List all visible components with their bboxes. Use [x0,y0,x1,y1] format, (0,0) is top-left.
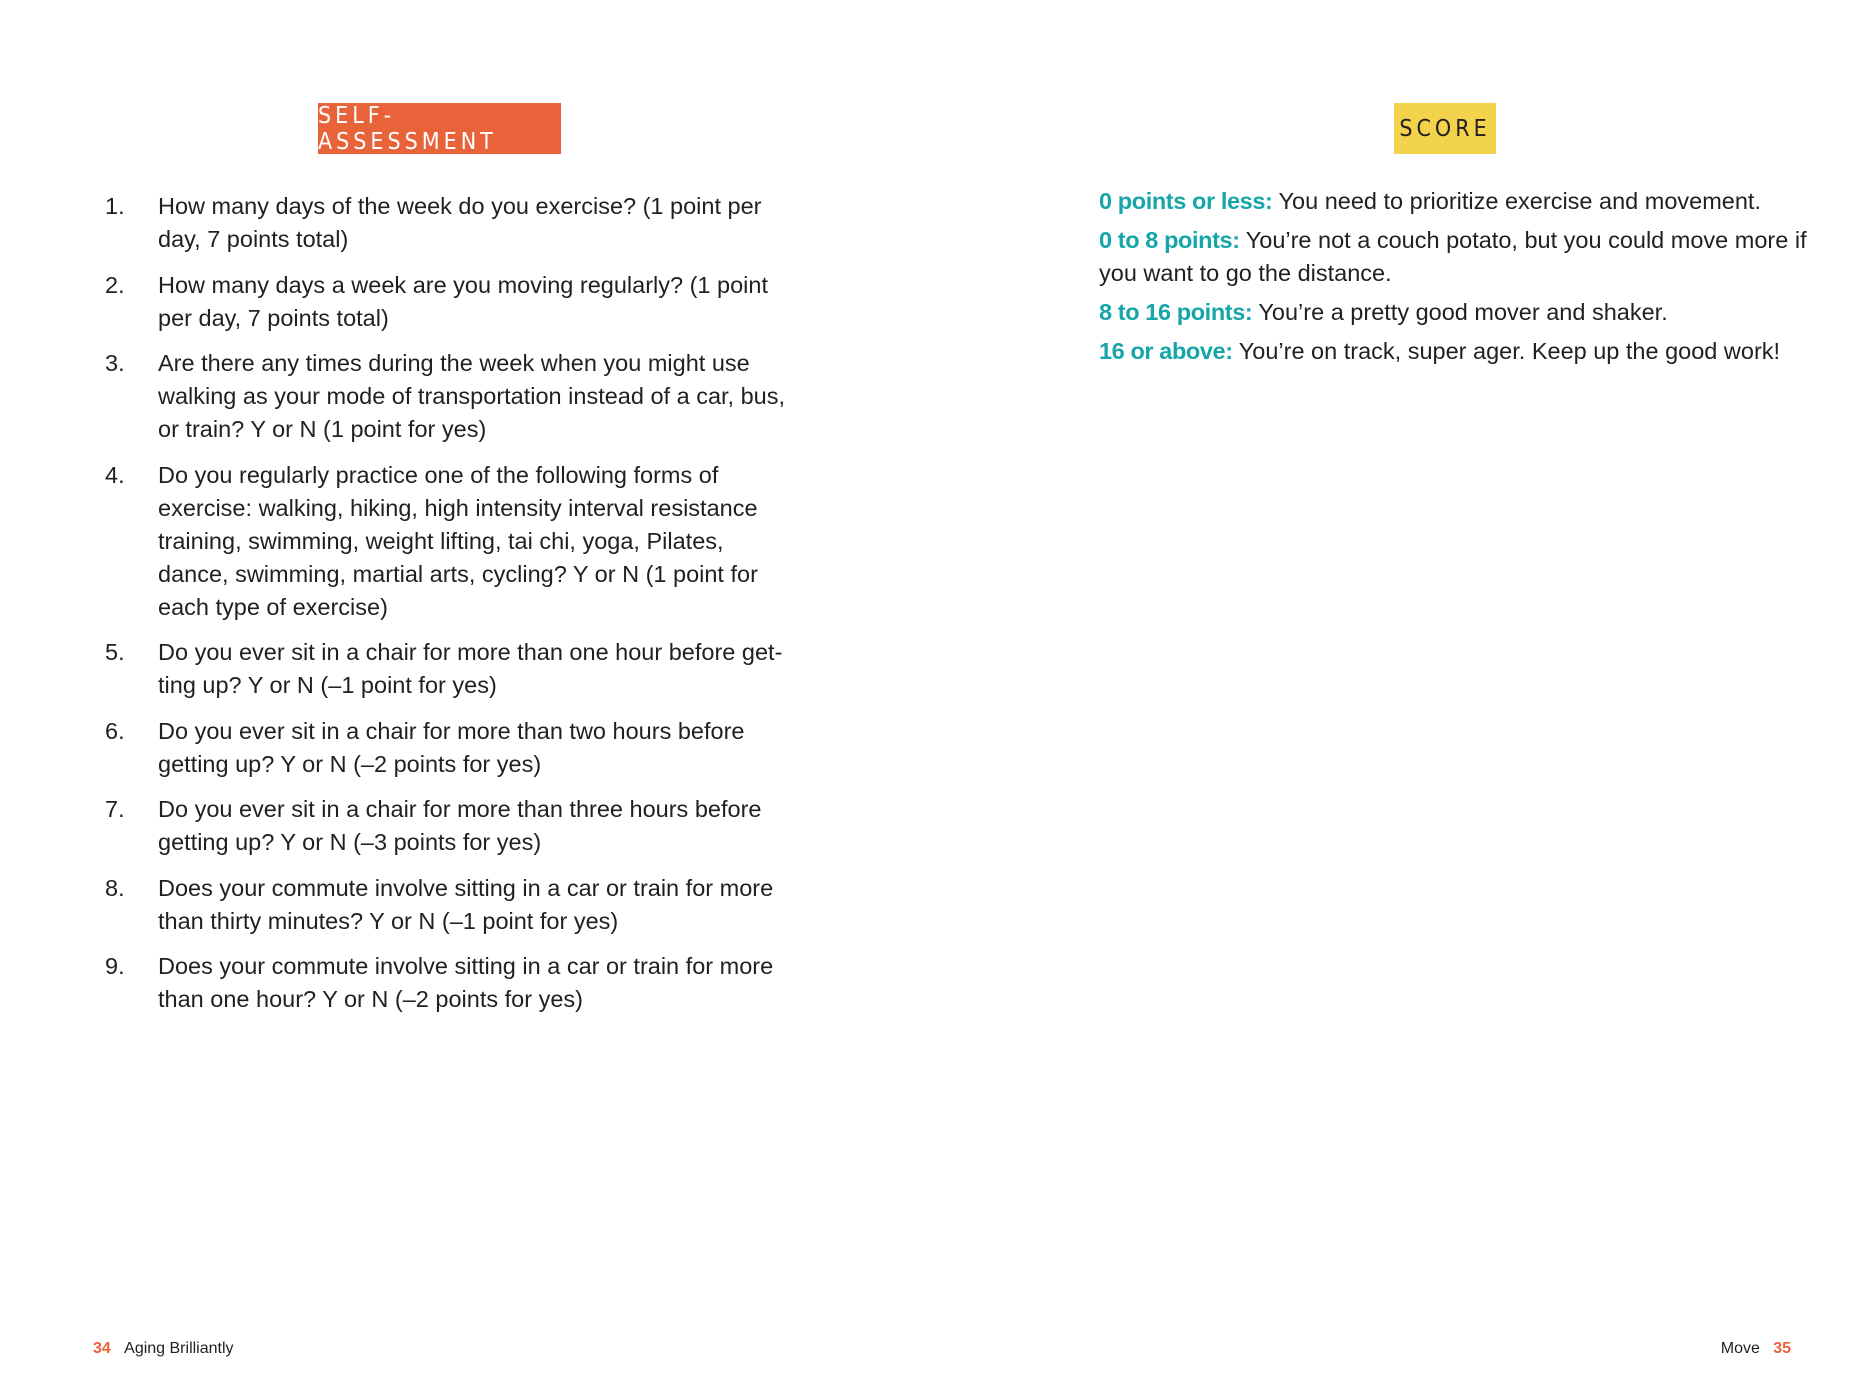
question-item [100,715,790,781]
question-number: 5. [105,639,125,665]
question-text: Are there any times during the week when you might use walking as your mode of transportation instead of a car, bus, or train? Y or N (1 point for yes) [158,350,786,442]
question-list [100,190,790,1029]
question-text: Do you ever sit in a chair for more than two hours before getting up? Y or N (–2 points for yes) [158,717,745,777]
footer-left [93,1340,234,1358]
chapter-title: Move [1720,1340,1760,1357]
question-text: How many days of the week do you exercise? (1 point per day, 7 points total) [158,193,762,252]
score-range: 0 to 8 points: [1099,227,1240,253]
question-text: Do you regularly practice one of the following forms of exercise: walking, hiking, high intensity interval resistance training, swimming, weight lifting, tai chi, yoga, Pilates, dance, swimming, martial arts, cycling? Y or N (1 point for each type of exercise) [158,461,758,620]
page-number-left: 34 [93,1340,111,1357]
footer-right [1721,1340,1791,1358]
book-title: Aging Brilliantly [124,1340,234,1357]
question-item [100,269,790,335]
question-text: Do you ever sit in a chair for more than one hour before get-ting up? Y or N (–1 point for yes) [158,639,783,698]
score-description: You’re on track, super ager. Keep up the good work! [1232,338,1781,364]
question-number: 2. [105,271,125,298]
question-text: Does your commute involve sitting in a car or train for more than thirty minutes? Y or N (–1 point for yes) [158,874,774,934]
question-text: How many days a week are you moving regularly? (1 point per day, 7 points total) [158,271,768,331]
question-item [100,459,790,624]
question-number: 9. [105,953,125,979]
question-item [100,190,790,256]
question-item [100,636,790,702]
question-item [100,872,790,938]
score-row [1099,224,1829,290]
page-number-right: 35 [1773,1340,1791,1357]
question-number: 7. [105,796,125,822]
question-item [100,793,790,859]
question-number: 3. [105,350,125,376]
question-number: 8. [105,874,125,901]
score-description: You’re not a couch potato, but you could move more if you want to go the distance. [1099,227,1807,286]
self-assessment-label: SELF-ASSESSMENT [318,103,561,154]
score-range: 16 or above: [1099,338,1233,364]
score-row [1099,185,1829,218]
score-list [1099,185,1829,374]
score-range: 8 to 16 points: [1099,299,1253,325]
question-number: 1. [105,193,125,219]
question-item [100,950,790,1016]
question-number: 4. [105,461,125,488]
score-description: You need to prioritize exercise and movement. [1272,188,1761,214]
score-row [1099,335,1829,368]
score-range: 0 points or less: [1099,188,1273,214]
score-description: You’re a pretty good mover and shaker. [1252,299,1668,325]
question-number: 6. [105,717,125,744]
question-item [100,347,790,446]
question-text: Do you ever sit in a chair for more than three hours before getting up? Y or N (–3 points for yes) [158,796,762,855]
score-row [1099,296,1829,329]
question-text: Does your commute involve sitting in a car or train for more than one hour? Y or N (–2 points for yes) [158,953,774,1012]
score-label: SCORE [1394,103,1496,154]
